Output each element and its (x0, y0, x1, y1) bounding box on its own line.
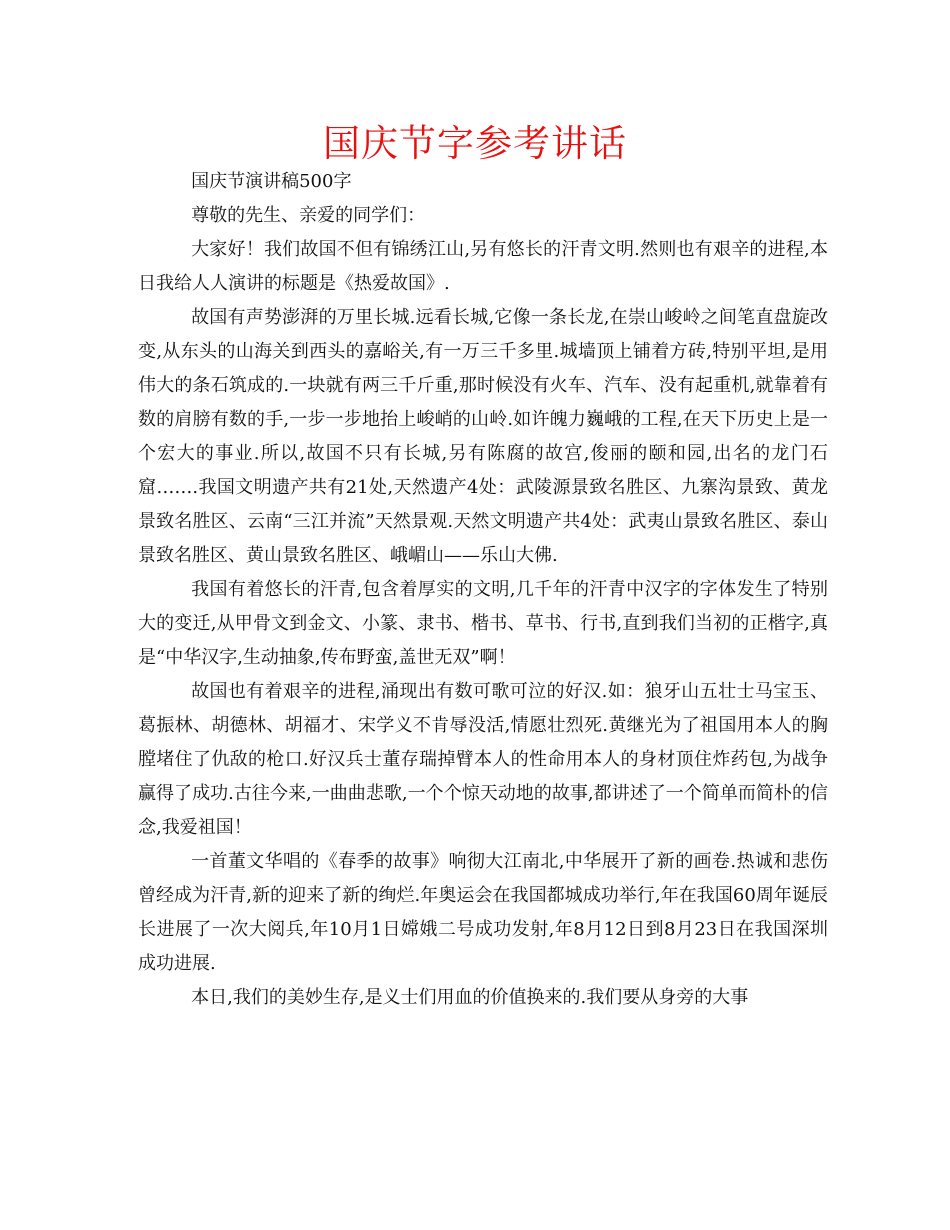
document-title: 国庆节字参考讲话 (323, 122, 627, 165)
paragraph: 一首董文华唱的《春季的故事》响彻大江南北,中华展开了新的画卷.热诚和悲伤曾经成为汗青,新的迎来了新的绚烂.年奥运会在我国都城成功举行,年在我国60周年诞辰长进展了一次大阅兵,年10月1日嫦娥二号成功发射,年8月12日到8月23日在我国深圳成功进展. (138, 851, 828, 974)
paragraph: 本日,我们的美妙生存,是义士们用血的价值换来的.我们要从身旁的大事 (191, 987, 749, 1008)
paragraph: 大家好！我们故国不但有锦绣江山,另有悠长的汗青文明.然则也有艰辛的进程,本日我给人人演讲的标题是《热爱故国》. (138, 239, 828, 294)
paragraph: 故国也有着艰辛的进程,涌现出有数可歌可泣的好汉.如：狼牙山五壮士马宝玉、葛振林、胡德林、胡福才、宋学义不肯辱没活,情愿壮烈死.黄继光为了祖国用本人的胸膛堵住了仇敌的枪口.好汉兵士董存瑞掉臂本人的性命用本人的身材顶住炸药包,为战争赢得了成功.古往今来,一曲曲悲歌,一个个惊天动地的故事,都讲述了一个简单而简朴的信念,我爱祖国！ (138, 681, 828, 838)
paragraph: 故国有声势澎湃的万里长城.远看长城,它像一条长龙,在崇山峻岭之间笔直盘旋改变,从东头的山海关到西头的嘉峪关,有一万三千多里.城墙顶上铺着方砖,特别平坦,是用伟大的条石筑成的.一块就有两三千斤重,那时候没有火车、汽车、没有起重机,就靠着有数的肩膀有数的手,一步一步地抬上峻峭的山岭.如许魄力巍峨的工程,在天下历史上是一个宏大的事业.所以,故国不只有长城,另有陈腐的故宫,俊丽的颐和园,出名的龙门石窟…….我国文明遗产共有21处,天然遗产4处：武陵源景致名胜区、九寨沟景致、黄龙景致名胜区、云南“三江并流”天然景观.天然文明遗产共4处：武夷山景致名胜区、泰山景致名胜区、黄山景致名胜区、峨嵋山——乐山大佛. (138, 307, 828, 566)
paragraph: 我国有着悠长的汗青,包含着厚实的文明,几千年的汗青中汉字的字体发生了特别大的变迁,从甲骨文到金文、小篆、隶书、楷书、草书、行书,直到我们当初的正楷字,真是“中华汉字,生动抽象,传布野蛮,盖世无双”啊！ (138, 579, 828, 668)
document-body (138, 165, 828, 1015)
paragraph: 尊敬的先生、亲爱的同学们： (191, 205, 426, 226)
paragraph: 国庆节演讲稿500字 (191, 171, 352, 192)
